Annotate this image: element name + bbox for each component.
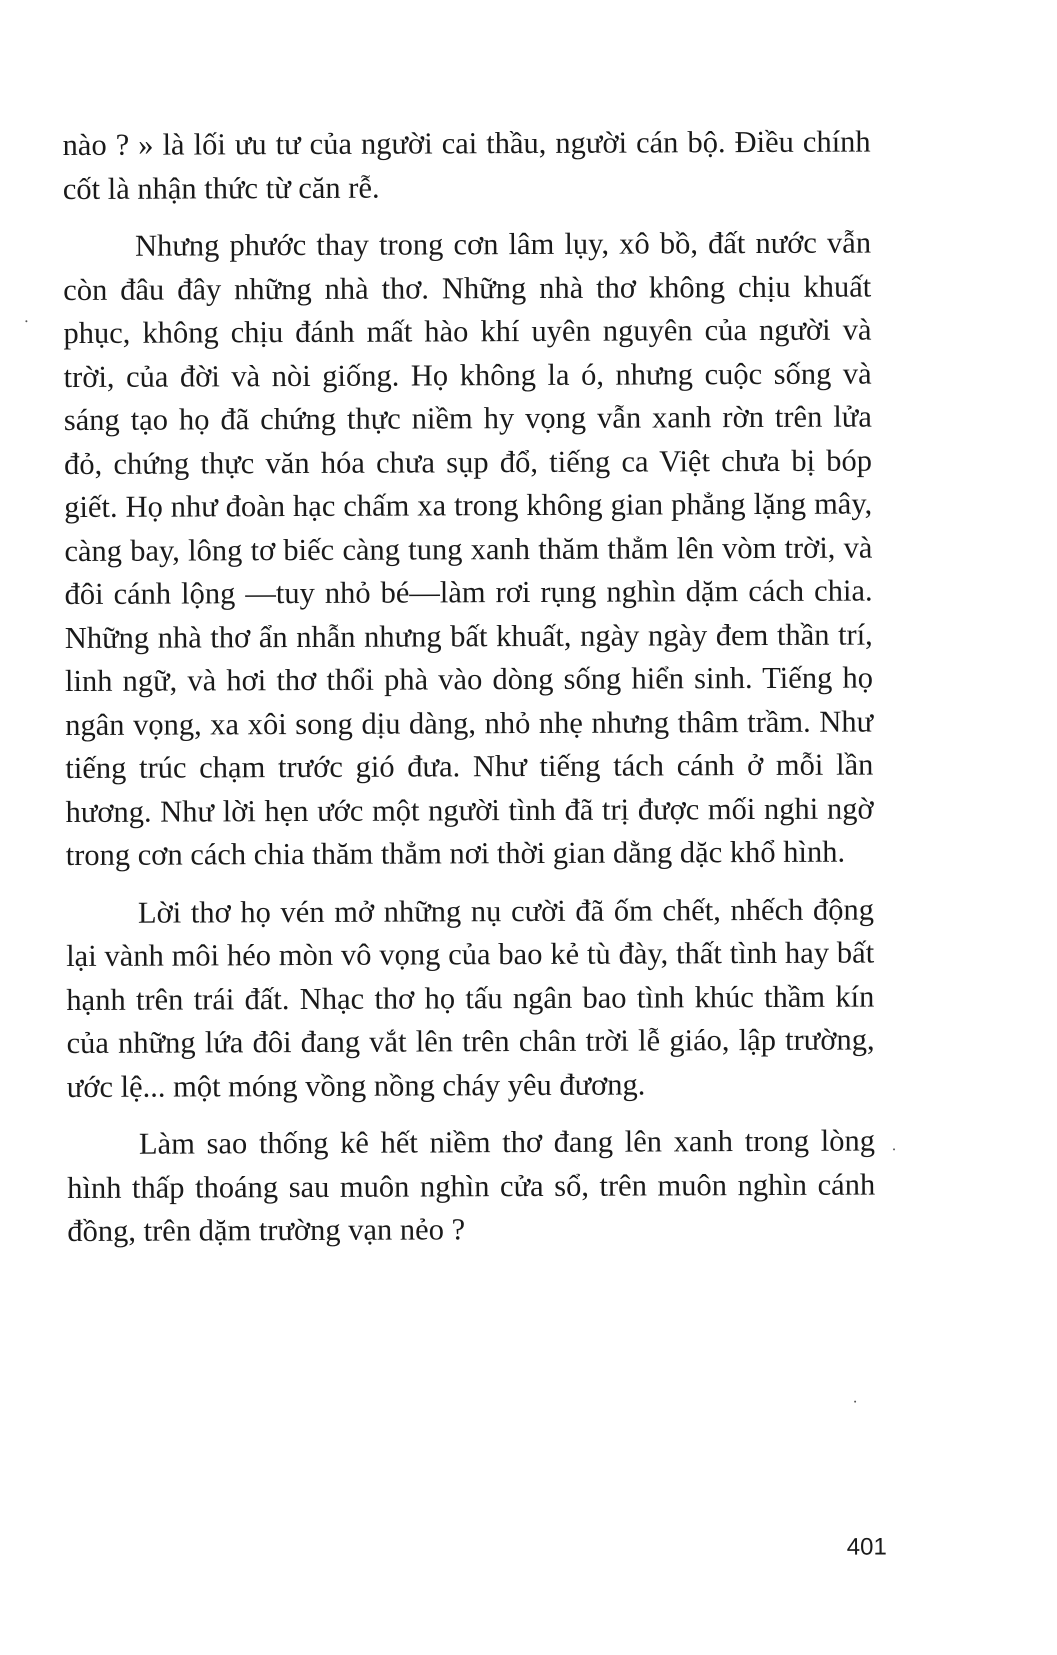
paragraph-closing-question: Làm sao thống kê hết niềm thơ đang lên xanh trong lòng hình thấp thoáng sau muôn nghìn cửa sổ, trên muôn nghìn cánh đồng, trên dặm trường vạn nẻo ? [67,1123,876,1249]
scan-speck [893,1148,895,1150]
scan-speck [854,1401,856,1403]
paragraph-poetry-words: Lời thơ họ vén mở những nụ cười đã ốm chết, nhếch động lại vành môi héo mòn vô vọng của bao kẻ tù đày, thất tình hay bất hạnh trên trái đất. Nhạc thơ họ tấu ngân bao tình khúc thầm kín của những lứa đôi đang vắt lên trên chân trời lễ giáo, lập trường, ước lệ... một móng vồng nồng cháy yêu đương. [66,892,875,1104]
body-text [63,121,876,1254]
paragraph-continuation: nào ? » là lối ưu tư của người cai thầu, người cán bộ. Điều chính cốt là nhận thức từ căn rễ. [62,124,871,206]
scan-speck [25,320,27,322]
paragraph-poets: Nhưng phước thay trong cơn lâm lụy, xô bồ, đất nước vẫn còn đâu đây những nhà thơ. Những nhà thơ không chịu khuất phục, không chịu đánh mất hào khí uyên nguyên của người và trời, của đời và nòi giống. Họ không la ó, nhưng cuộc sống và sáng tạo họ đã chứng thực niềm hy vọng vẫn xanh rờn trên lửa đỏ, chứng thực văn hóa chưa sụp đổ, tiếng ca Việt chưa bị bóp giết. Họ như đoàn hạc chấm xa trong không gian phẳng lặng mây, càng bay, lông tơ biếc càng tung xanh thăm thẳm lên vòm trời, và đôi cánh lộng —tuy nhỏ bé—làm rơi rụng nghìn dặm cách chia. Những nhà thơ ẩn nhẫn nhưng bất khuất, ngày ngày đem thần trí, linh ngữ, và hơi thơ thổi phà vào dòng sống hiển sinh. Tiếng họ ngân vọng, xa xôi song dịu dàng, nhỏ nhẹ nhưng thâm trầm. Như tiếng trúc chạm trước gió đưa. Như tiếng tách cánh ở mỗi lần hương. Như lời hẹn ước một người tình đã trị được mối nghi ngờ trong cơn cách chia thăm thẳm nơi thời gian dằng dặc khổ hình. [63,225,874,873]
page-number: 401 [846,1533,887,1561]
